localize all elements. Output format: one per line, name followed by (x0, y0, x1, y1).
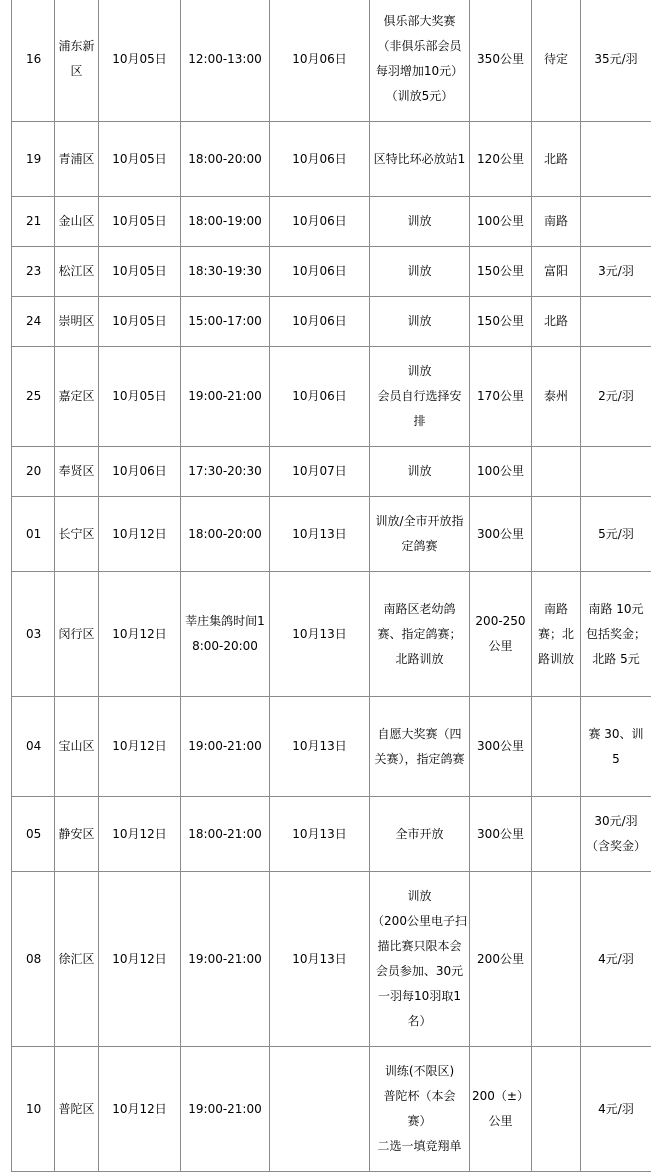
cell-direction: 泰州 (532, 347, 581, 447)
cell-no: 21 (12, 197, 55, 247)
cell-fee: 4元/羽 (581, 872, 651, 1047)
cell-return-date: 10月13日 (270, 572, 370, 697)
cell-distance: 100公里 (470, 197, 532, 247)
cell-fee: 5元/羽 (581, 497, 651, 572)
cell-fee: 南路 10元包括奖金；北路 5元 (581, 572, 651, 697)
cell-release-date: 10月05日 (99, 297, 181, 347)
cell-no: 20 (12, 447, 55, 497)
cell-collect-time: 莘庄集鸽时间18:00-20:00 (181, 572, 270, 697)
cell-district: 青浦区 (55, 122, 99, 197)
cell-release-date: 10月05日 (99, 122, 181, 197)
table-row (12, 697, 651, 797)
cell-direction (532, 1047, 581, 1172)
cell-content: 训放 (370, 197, 470, 247)
cell-direction (532, 872, 581, 1047)
cell-no: 01 (12, 497, 55, 572)
table-row (12, 347, 651, 447)
cell-return-date: 10月06日 (270, 347, 370, 447)
cell-fee: 4元/羽 (581, 1047, 651, 1172)
cell-collect-time: 18:30-19:30 (181, 247, 270, 297)
cell-no: 08 (12, 872, 55, 1047)
cell-distance: 200-250公里 (470, 572, 532, 697)
cell-content: 训放 （200公里电子扫描比赛只限本会会员参加、30元一羽每10羽取1名） (370, 872, 470, 1047)
cell-collect-time: 19:00-21:00 (181, 697, 270, 797)
table-row (12, 122, 651, 197)
cell-district: 静安区 (55, 797, 99, 872)
cell-distance: 150公里 (470, 247, 532, 297)
cell-collect-time: 15:00-17:00 (181, 297, 270, 347)
cell-no: 03 (12, 572, 55, 697)
cell-content: 区特比环必放站1 (370, 122, 470, 197)
cell-content: 南路区老幼鸽赛、指定鸽赛；北路训放 (370, 572, 470, 697)
cell-fee: 赛 30、训 5 (581, 697, 651, 797)
cell-release-date: 10月12日 (99, 797, 181, 872)
cell-return-date: 10月06日 (270, 0, 370, 122)
cell-release-date: 10月12日 (99, 497, 181, 572)
cell-no: 04 (12, 697, 55, 797)
cell-fee: 3元/羽 (581, 247, 651, 297)
cell-distance: 300公里 (470, 497, 532, 572)
cell-no: 23 (12, 247, 55, 297)
cell-return-date (270, 1047, 370, 1172)
cell-direction (532, 447, 581, 497)
cell-direction (532, 497, 581, 572)
cell-distance: 300公里 (470, 797, 532, 872)
cell-fee (581, 447, 651, 497)
cell-district: 徐汇区 (55, 872, 99, 1047)
cell-return-date: 10月06日 (270, 197, 370, 247)
table-row (12, 872, 651, 1047)
cell-return-date: 10月06日 (270, 122, 370, 197)
cell-distance: 300公里 (470, 697, 532, 797)
cell-distance: 120公里 (470, 122, 532, 197)
cell-release-date: 10月06日 (99, 447, 181, 497)
cell-release-date: 10月12日 (99, 697, 181, 797)
cell-district: 嘉定区 (55, 347, 99, 447)
cell-collect-time: 18:00-21:00 (181, 797, 270, 872)
cell-release-date: 10月05日 (99, 197, 181, 247)
cell-no: 10 (12, 1047, 55, 1172)
cell-collect-time: 18:00-19:00 (181, 197, 270, 247)
cell-fee: 2元/羽 (581, 347, 651, 447)
cell-direction: 北路 (532, 122, 581, 197)
cell-return-date: 10月06日 (270, 247, 370, 297)
cell-collect-time: 18:00-20:00 (181, 122, 270, 197)
table-row (12, 497, 651, 572)
cell-no: 24 (12, 297, 55, 347)
table-row (12, 247, 651, 297)
cell-distance: 150公里 (470, 297, 532, 347)
cell-no: 16 (12, 0, 55, 122)
cell-distance: 200（±）公里 (470, 1047, 532, 1172)
cell-release-date: 10月05日 (99, 347, 181, 447)
cell-content: 训放 (370, 447, 470, 497)
cell-content: 俱乐部大奖赛（非俱乐部会员每羽增加10元）（训放5元） (370, 0, 470, 122)
cell-release-date: 10月12日 (99, 872, 181, 1047)
cell-fee (581, 197, 651, 247)
cell-district: 浦东新区 (55, 0, 99, 122)
cell-no: 19 (12, 122, 55, 197)
cell-collect-time: 17:30-20:30 (181, 447, 270, 497)
cell-direction: 北路 (532, 297, 581, 347)
cell-collect-time: 12:00-13:00 (181, 0, 270, 122)
cell-district: 奉贤区 (55, 447, 99, 497)
cell-district: 闵行区 (55, 572, 99, 697)
cell-return-date: 10月13日 (270, 872, 370, 1047)
cell-return-date: 10月13日 (270, 797, 370, 872)
cell-distance: 100公里 (470, 447, 532, 497)
cell-fee: 35元/羽 (581, 0, 651, 122)
cell-direction: 待定 (532, 0, 581, 122)
cell-content: 训放 会员自行选择安排 (370, 347, 470, 447)
table-row (12, 197, 651, 247)
cell-direction: 南路赛；北路训放 (532, 572, 581, 697)
cell-collect-time: 18:00-20:00 (181, 497, 270, 572)
cell-fee (581, 297, 651, 347)
table-row (12, 0, 651, 122)
race-schedule-table (11, 0, 651, 1172)
cell-return-date: 10月13日 (270, 697, 370, 797)
cell-district: 宝山区 (55, 697, 99, 797)
cell-district: 松江区 (55, 247, 99, 297)
cell-district: 金山区 (55, 197, 99, 247)
cell-distance: 200公里 (470, 872, 532, 1047)
cell-release-date: 10月05日 (99, 247, 181, 297)
table-row (12, 1047, 651, 1172)
cell-content: 训放 (370, 297, 470, 347)
cell-release-date: 10月12日 (99, 1047, 181, 1172)
table-row (12, 447, 651, 497)
cell-return-date: 10月07日 (270, 447, 370, 497)
cell-return-date: 10月13日 (270, 497, 370, 572)
cell-return-date: 10月06日 (270, 297, 370, 347)
cell-content: 训放/全市开放指定鸽赛 (370, 497, 470, 572)
table-row (12, 572, 651, 697)
cell-distance: 350公里 (470, 0, 532, 122)
cell-direction (532, 797, 581, 872)
table-row (12, 797, 651, 872)
cell-release-date: 10月05日 (99, 0, 181, 122)
cell-content: 全市开放 (370, 797, 470, 872)
cell-distance: 170公里 (470, 347, 532, 447)
cell-release-date: 10月12日 (99, 572, 181, 697)
cell-direction: 富阳 (532, 247, 581, 297)
cell-no: 25 (12, 347, 55, 447)
cell-collect-time: 19:00-21:00 (181, 872, 270, 1047)
cell-content: 训练(不限区) 普陀杯（本会赛） 二选一填竞翔单 (370, 1047, 470, 1172)
cell-fee (581, 122, 651, 197)
cell-direction: 南路 (532, 197, 581, 247)
cell-content: 训放 (370, 247, 470, 297)
cell-direction (532, 697, 581, 797)
cell-fee: 30元/羽（含奖金） (581, 797, 651, 872)
cell-content: 自愿大奖赛（四关赛），指定鸽赛 (370, 697, 470, 797)
cell-district: 崇明区 (55, 297, 99, 347)
cell-district: 普陀区 (55, 1047, 99, 1172)
cell-no: 05 (12, 797, 55, 872)
cell-collect-time: 19:00-21:00 (181, 347, 270, 447)
cell-collect-time: 19:00-21:00 (181, 1047, 270, 1172)
table-row (12, 297, 651, 347)
cell-district: 长宁区 (55, 497, 99, 572)
